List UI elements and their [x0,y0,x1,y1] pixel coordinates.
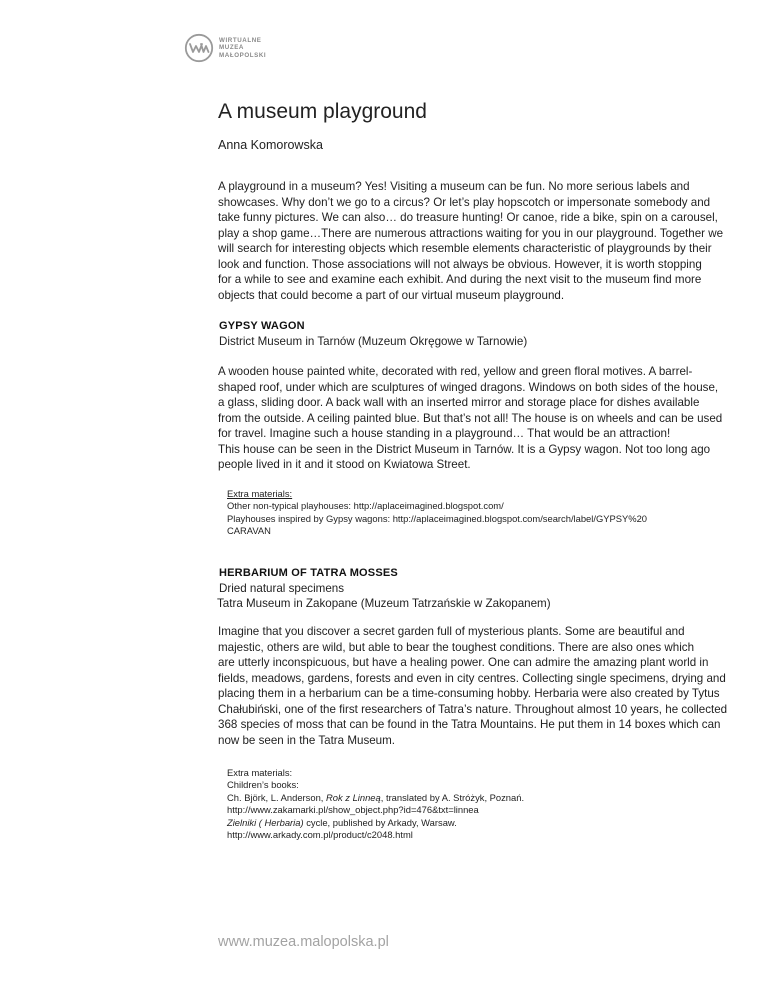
book-publisher: , translated by A. Stróżyk, Poznań. [380,791,525,803]
museum-name: Tatra Museum in Zakopane (Muzeum Tatrzańskie w Zakopanem) [217,597,551,610]
text-line: fields, meadows, gardens, forests and even in city centres. Collecting single specimens, drying and [218,671,726,685]
extra-materials-title: Extra materials: [227,488,293,499]
text-line: will search for interesting objects which resemble elements characteristic of playgrounds by their [218,242,712,255]
extra-materials-gypsy [227,488,647,538]
text-line: 368 species of moss that can be found in the Tatra Mountains. He put them in 14 boxes which can [218,718,721,731]
text-line: a glass, sliding door. A back wall with an inserted mirror and storage place for dishes available [218,396,700,409]
section-subtitle: Dried natural specimens [219,582,345,595]
book-title: Zielniki ( Herbaria) [227,816,304,828]
children-books-label: Children’s books: [227,779,299,791]
section-heading-herbarium: HERBARIUM OF TATRA MOSSES [219,567,398,579]
text-line: objects that could become a part of our virtual museum playground. [218,288,565,302]
logo-line: WIRTUALNE [219,36,262,44]
book-publisher: cycle, published by Arkady, Warsaw. [303,816,457,828]
logo-wordmark [219,37,266,59]
page-title: A museum playground [218,100,427,123]
book-entry [227,817,524,829]
text-line: showcases. Why don’t we go to a circus? Or let’s play hopscotch or impersonate somebody and [218,195,711,209]
footer-url[interactable]: www.muzea.malopolska.pl [218,934,389,950]
text-line: A playground in a museum? Yes! Visiting a museum can be fun. No more serious labels and [218,180,690,193]
museum-name: District Museum in Tarnów (Muzeum Okręgowe w Tarnowie) [219,335,528,348]
text-line: take funny pictures. We can also… do treasure hunting! Or canoe, ride a bike, spin on a carousel, [218,211,718,224]
book-entry [227,792,524,804]
gypsy-wagon-paragraph [218,364,738,473]
logo-line: MAŁOPOLSKI [219,51,267,59]
section-heading-gypsy-wagon: GYPSY WAGON [219,320,305,332]
extra-link[interactable]: Playhouses inspired by Gypsy wagons: http://aplaceimagined.blogspot.com/search/label/GYPSY%20 [227,512,648,524]
text-line: play a shop game…There are numerous attractions waiting for you in our playground. Together we [218,226,724,240]
book-title: Rok z Linneą [326,791,381,803]
extra-link-continued[interactable]: CARAVAN [227,525,271,537]
text-line: for travel. Imagine such a house standing in a playground… That would be an attraction! [218,427,671,440]
text-line: shaped roof, under which are sculptures of winged dragons. Windows on both sides of the house, [218,380,719,394]
logo-line: MUZEA [219,44,244,52]
extra-link[interactable]: Other non-typical playhouses: http://aplaceimagined.blogspot.com/ [227,500,504,512]
site-logo[interactable] [184,33,266,63]
author-name: Anna Komorowska [218,138,323,152]
text-line: A wooden house painted white, decorated with red, yellow and green floral motives. A barrel- [218,365,693,378]
text-line: Chałubiński, one of the first researchers of Tatra’s nature. Throughout almost 10 years, he collected [218,702,728,716]
intro-paragraph [218,179,738,303]
text-line: look and function. Those associations will not always be obvious. However, it is worth stopping [218,257,702,271]
text-line: Imagine that you discover a secret garden full of mysterious plants. Some are beautiful and [218,625,685,638]
text-line: are utterly inconspicuous, but have a healing power. One can admire the amazing plant world in [218,656,709,669]
text-line: placing them in a herbarium can be a time-consuming hobby. Herbaria were also created by Tytus [218,687,720,700]
text-line: now be seen in the Tatra Museum. [218,733,396,747]
wmm-logo-icon [184,33,214,63]
text-line: This house can be seen in the District Museum in Tarnów. It is a Gypsy wagon. Not too long ago [218,442,711,456]
text-line: for a while to see and examine each exhibit. And during the next visit to the museum find more [218,273,702,286]
text-line: majestic, others are wild, but able to bear the toughest conditions. There are also ones which [218,640,695,654]
extra-materials-herbarium [227,767,524,841]
book-link[interactable]: http://www.zakamarki.pl/show_object.php?id=476&txt=linnea [227,804,479,816]
book-link[interactable]: http://www.arkady.com.pl/product/c2048.html [227,829,413,841]
herbarium-paragraph [218,624,738,748]
text-line: from the outside. A ceiling painted blue. But that’s not all! The house is on wheels and can be used [218,411,723,425]
book-authors: Ch. Björk, L. Anderson, [227,791,327,803]
extra-materials-title: Extra materials: [227,767,293,778]
text-line: people lived in it and it stood on Kwiatowa Street. [218,458,471,471]
